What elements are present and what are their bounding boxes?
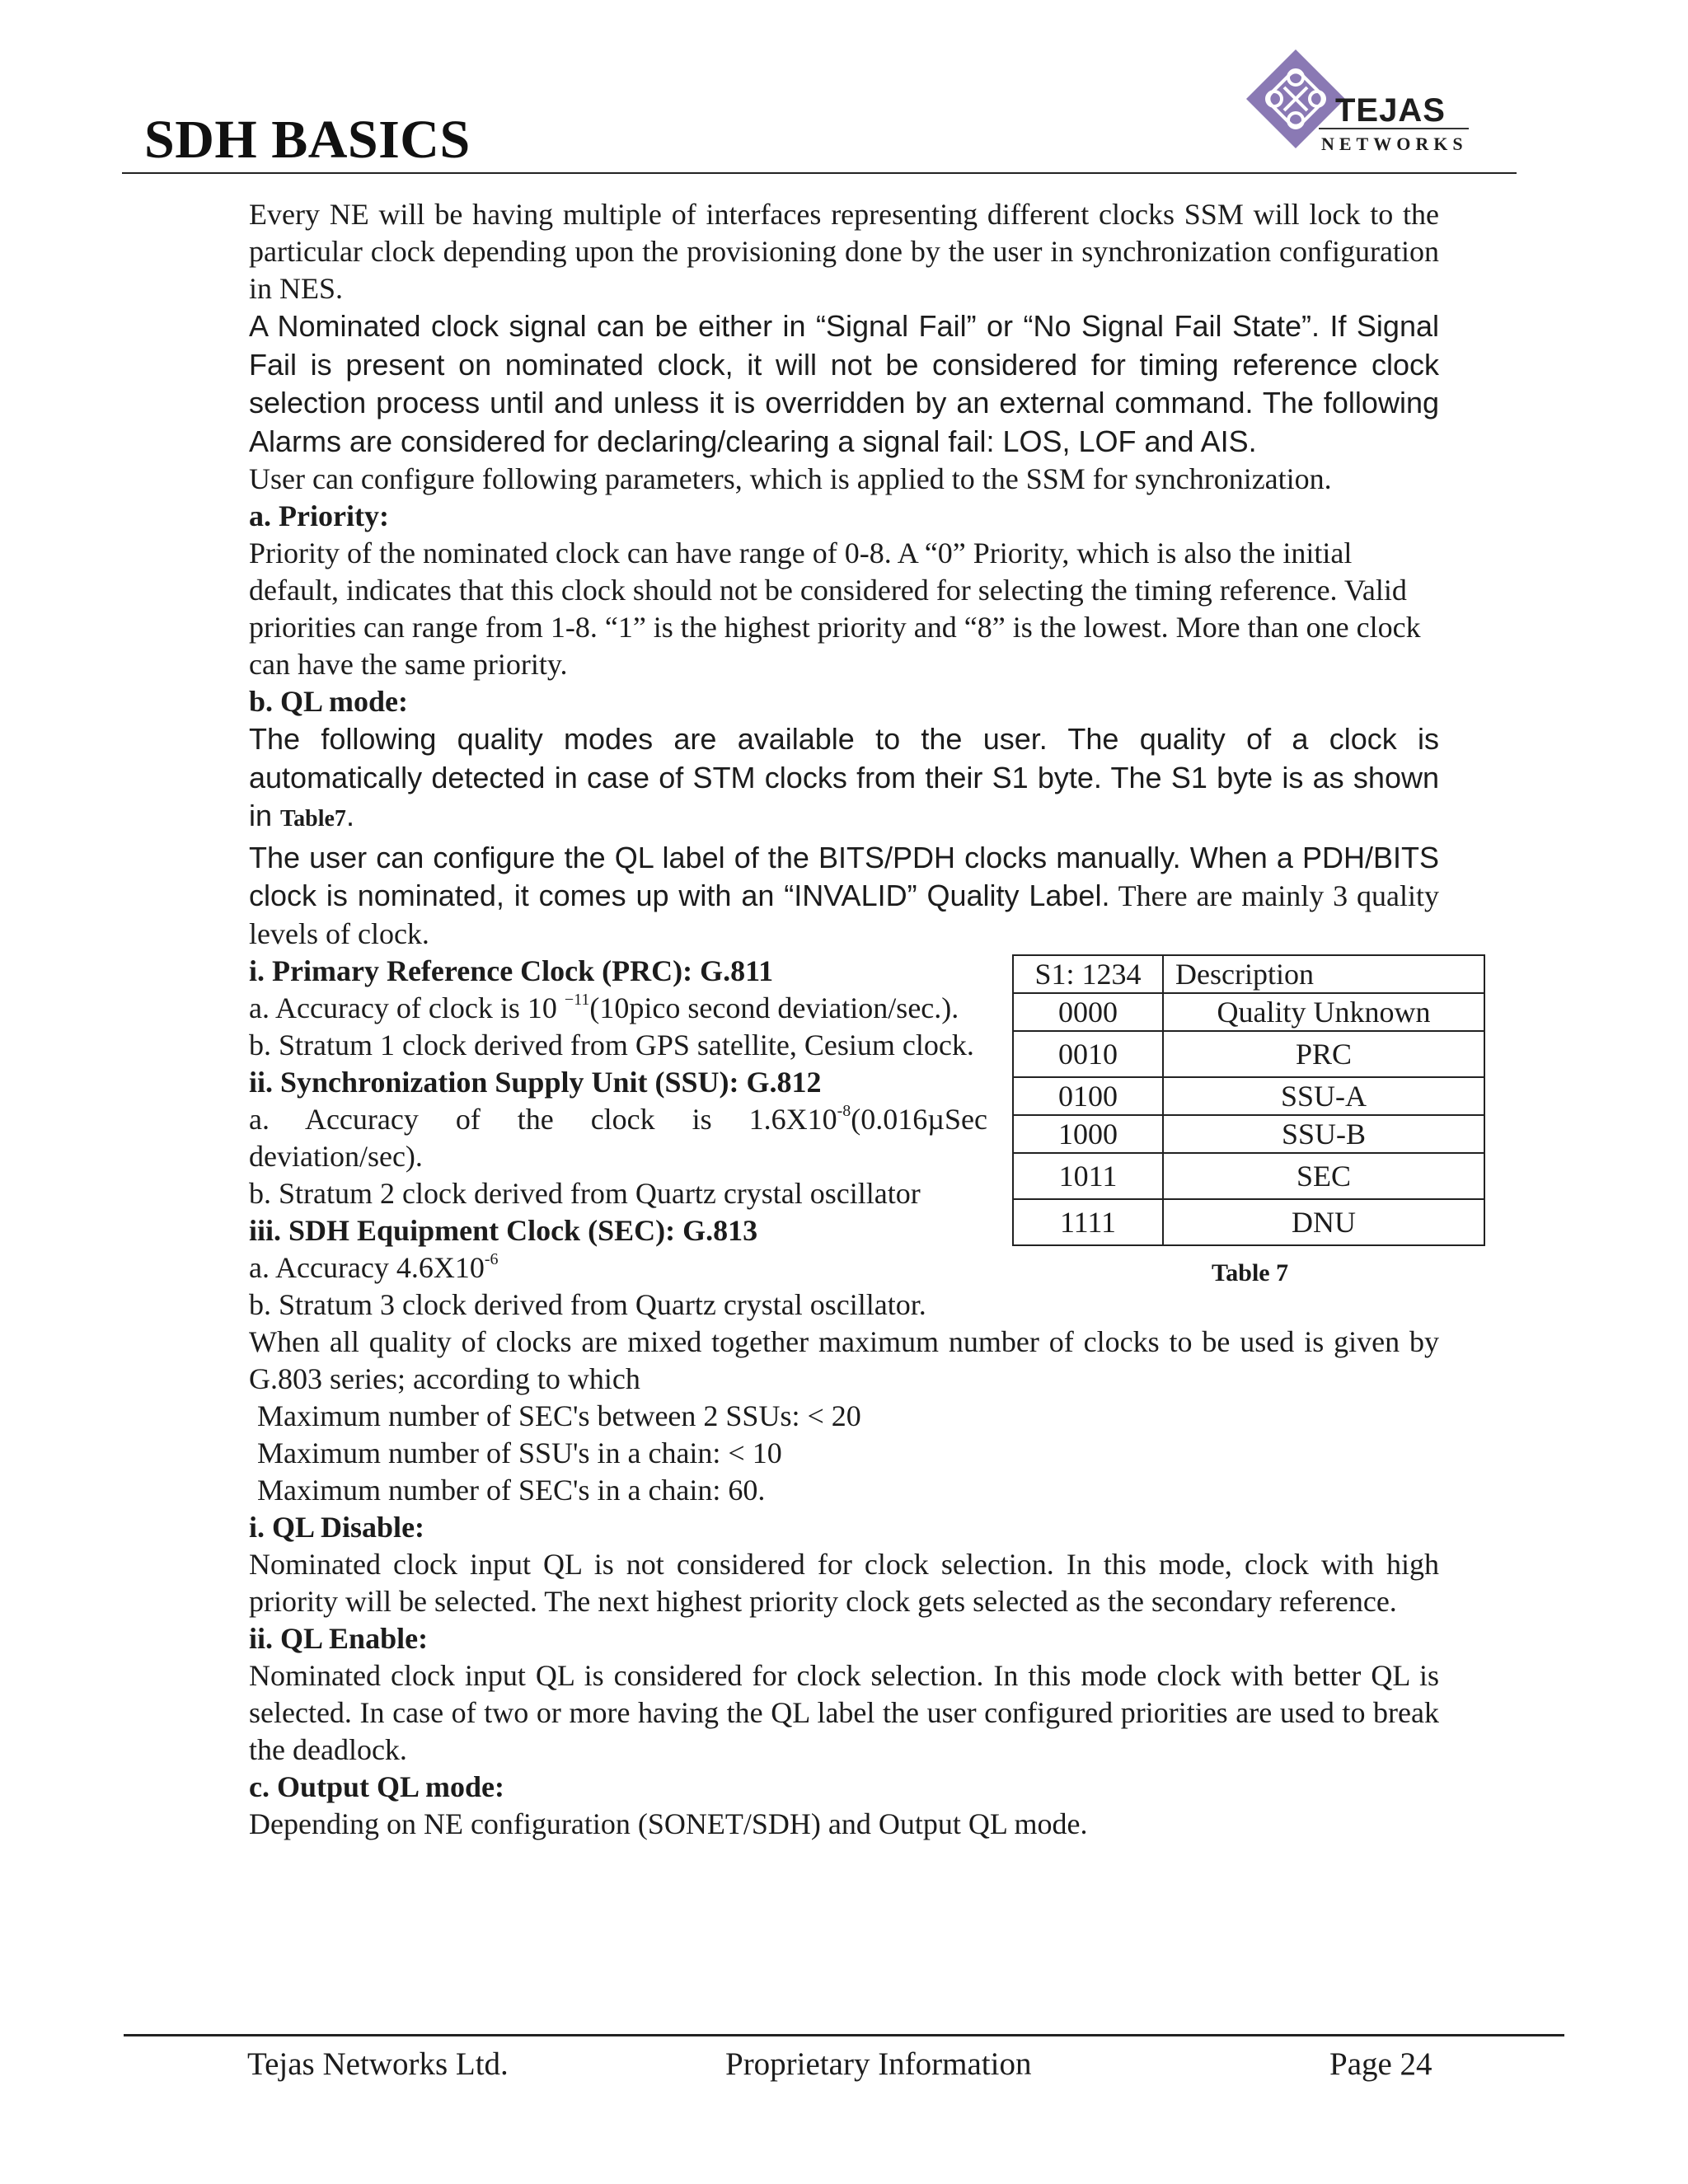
table-row: [1013, 1115, 1484, 1153]
quality-modes-period: .: [345, 799, 354, 832]
table-cell-description: PRC: [1163, 1031, 1484, 1077]
s1-byte-table: [1012, 954, 1485, 1246]
table-cell-description: SSU-B: [1163, 1115, 1484, 1153]
heading-ql-enable: ii. QL Enable:: [249, 1621, 429, 1655]
paragraph-bits-pdh: [249, 839, 1439, 953]
table-cell-description: SEC: [1163, 1153, 1484, 1199]
prc-accuracy-text: a. Accuracy of clock is 10: [249, 991, 565, 1024]
heading-prc: i. Primary Reference Clock (PRC): G.811: [249, 954, 774, 987]
max-sec-between-ssus: Maximum number of SEC's between 2 SSUs: < 20: [257, 1399, 861, 1432]
table-cell-code: 0000: [1013, 993, 1163, 1031]
sec-exponent: -6: [484, 1249, 499, 1268]
table-row: [1013, 993, 1484, 1031]
prc-accuracy: [249, 990, 987, 1027]
heading-priority: a. Priority:: [249, 499, 389, 532]
paragraph-mixed-clocks: When all quality of clocks are mixed together maximum number of clocks to be used is given by G.803 series; according to which: [249, 1324, 1439, 1395]
table-row: [1013, 1153, 1484, 1199]
ssu-accuracy-text: a. Accuracy of the clock is 1.6X10: [249, 1102, 837, 1136]
heading-ql-mode: b. QL mode:: [249, 685, 409, 718]
footer-divider: [124, 2034, 1564, 2036]
table-cell-description: SSU-A: [1163, 1077, 1484, 1115]
logo-underline: [1319, 128, 1469, 129]
heading-output-ql: c. Output QL mode:: [249, 1769, 505, 1803]
paragraph-signal-fail: A Nominated clock signal can be either in “Signal Fail” or “No Signal Fail State”. If Signal Fail is present on nominated clock, it will not be considered for timing reference clock selection process until and unless it is overridden by an external command. The following Alarms are considered for declaring/clearing a signal fail: LOS, LOF and AIS.: [249, 309, 1439, 458]
heading-ql-disable: i. QL Disable:: [249, 1510, 425, 1544]
prc-exponent: −11: [564, 990, 590, 1009]
max-ssu-in-chain: Maximum number of SSU's in a chain: < 10: [257, 1436, 782, 1469]
table-reference-link[interactable]: Table7: [280, 806, 346, 832]
paragraph-user-configure: User can configure following parameters, which is applied to the SSM for synchronization.: [249, 462, 1332, 495]
paragraph-output-ql: Depending on NE configuration (SONET/SDH) and Output QL mode.: [249, 1807, 1088, 1840]
ssu-exponent: -8: [837, 1101, 851, 1120]
table-row: [1013, 1199, 1484, 1245]
document-title: SDH BASICS: [144, 110, 471, 170]
footer-company: Tejas Networks Ltd.: [247, 2046, 509, 2082]
bits-pdh-text: The user can configure the QL label of the BITS/PDH clocks manually. When a PDH/BITS clock is nominated, it comes up with an “INVALID” Quality Label.: [249, 840, 1439, 912]
table-cell-code: 1111: [1013, 1199, 1163, 1245]
max-sec-in-chain: Maximum number of SEC's in a chain: 60.: [257, 1473, 766, 1507]
clock-levels-section: [249, 953, 987, 1212]
table-header-s1: S1: 1234: [1013, 955, 1163, 993]
quality-modes-text: The following quality modes are available to the user. The quality of a clock is automatically detected in case of STM clocks from their S1 byte. The S1 byte is as shown in: [249, 722, 1439, 832]
table-cell-code: 1011: [1013, 1153, 1163, 1199]
footer-confidentiality: Proprietary Information: [725, 2046, 1032, 2082]
prc-accuracy-detail: (10pico second deviation/sec.).: [589, 991, 959, 1024]
ssu-accuracy-detail: (0.016µSec deviation/sec).: [249, 1102, 987, 1173]
table-cell-description: Quality Unknown: [1163, 993, 1484, 1031]
table-header-description: Description: [1163, 955, 1484, 993]
paragraph-priority: Priority of the nominated clock can have range of 0-8. A “0” Priority, which is also the initial default, indicates that this clock should not be considered for selecting the timing reference. Valid priorities can range from 1-8. “1” is the highest priority and “8” is the lowest. More than one clock can have the same priority.: [249, 537, 1421, 681]
paragraph-ql-enable: Nominated clock input QL is considered for clock selection. In this mode clock with better QL is selected. In case of two or more having the QL label the user configured priorities are used to break the deadlock.: [249, 1658, 1439, 1766]
paragraph-ql-disable: Nominated clock input QL is not considered for clock selection. In this mode, clock with high priority will be selected. The next highest priority clock gets selected as the secondary reference.: [249, 1547, 1439, 1618]
table-caption: Table 7: [1212, 1259, 1289, 1286]
table-cell-code: 0010: [1013, 1031, 1163, 1077]
footer-page-number: Page 24: [1329, 2046, 1432, 2082]
table-cell-code: 1000: [1013, 1115, 1163, 1153]
logo-subname: NETWORKS: [1321, 134, 1468, 154]
ssu-stratum: b. Stratum 2 clock derived from Quartz crystal oscillator: [249, 1176, 921, 1210]
table-header-row: [1013, 955, 1484, 993]
header-divider: [122, 172, 1517, 174]
heading-sec: iii. SDH Equipment Clock (SEC): G.813: [249, 1213, 758, 1247]
heading-ssu: ii. Synchronization Supply Unit (SSU): G.812: [249, 1065, 822, 1099]
prc-stratum: b. Stratum 1 clock derived from GPS satellite, Cesium clock.: [249, 1028, 974, 1062]
quality-levels-text: There are mainly 3 quality levels of clock.: [249, 879, 1439, 950]
table-cell-code: 0100: [1013, 1077, 1163, 1115]
paragraph-ne-interfaces: Every NE will be having multiple of interfaces representing different clocks SSM will lock to the particular clock depending upon the provisioning done by the user in synchronization configuration in NES.: [249, 198, 1439, 305]
ssu-accuracy: [249, 1101, 987, 1175]
logo-name: TEJAS: [1335, 92, 1446, 129]
sec-accuracy-text: a. Accuracy 4.6X10: [249, 1250, 485, 1284]
sec-stratum: b. Stratum 3 clock derived from Quartz crystal oscillator.: [249, 1287, 926, 1321]
table-row: [1013, 1077, 1484, 1115]
table-cell-description: DNU: [1163, 1199, 1484, 1245]
table-row: [1013, 1031, 1484, 1077]
paragraph-quality-modes: [249, 720, 1439, 839]
